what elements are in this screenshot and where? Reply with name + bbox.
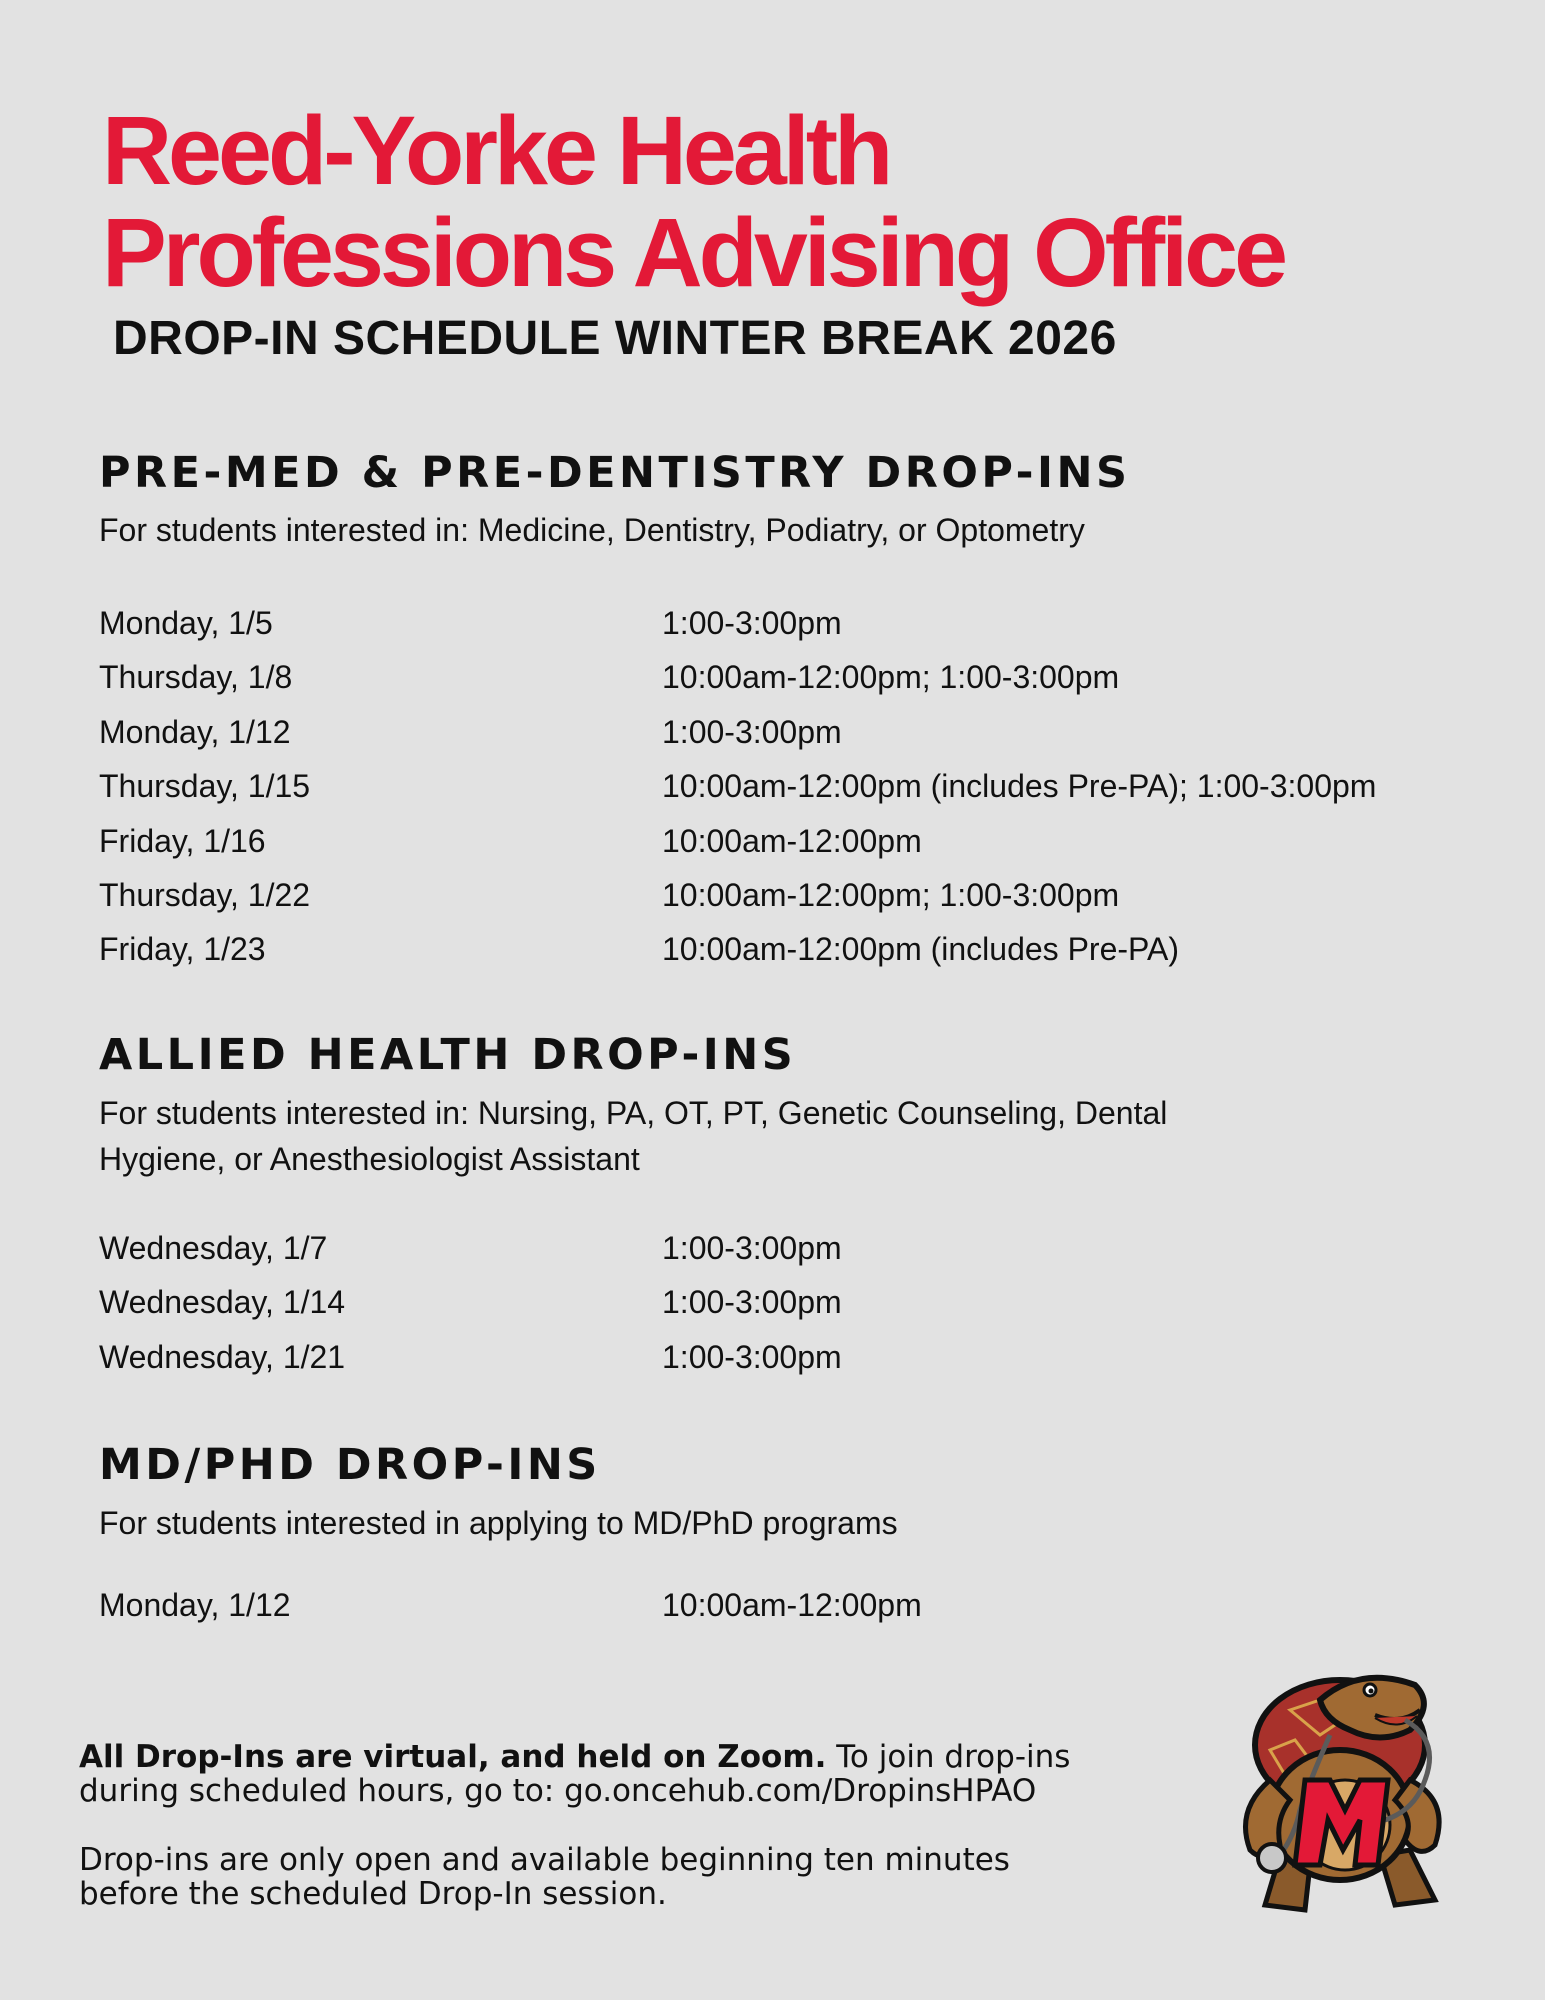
- schedule-row: [99, 868, 1499, 922]
- section-heading-premed: PRE-MED & PRE-DENTISTRY DROP-INS: [99, 448, 1131, 498]
- schedule-time: 1:00-3:00pm: [662, 1338, 842, 1375]
- zoom-link-text: during scheduled hours, go to: go.oncehub.com/DropinsHPAO: [79, 1773, 1037, 1809]
- schedule-day: Thursday, 1/22: [99, 876, 311, 913]
- schedule-allied-health: [99, 1221, 1499, 1384]
- section-heading-md-phd: MD/PHD DROP-INS: [99, 1440, 601, 1490]
- section-description-allied-health: [99, 1090, 1167, 1182]
- schedule-day: Monday, 1/12: [99, 713, 291, 750]
- zoom-info-bold: All Drop-Ins are virtual, and held on Zoom.: [79, 1739, 827, 1775]
- schedule-time: 1:00-3:00pm: [662, 605, 842, 641]
- note-line: before the scheduled Drop-In session.: [79, 1876, 667, 1912]
- section-description-md-phd: For students interested in applying to MD/PhD programs: [99, 1505, 898, 1541]
- zoom-info-text: To join drop-ins: [826, 1739, 1071, 1775]
- schedule-day: Monday, 1/5: [99, 605, 273, 641]
- schedule-row: [99, 922, 1499, 976]
- zoom-info: [79, 1740, 1139, 1808]
- schedule-subtitle: DROP-IN SCHEDULE WINTER BREAK 2026: [113, 312, 1117, 365]
- schedule-day: Wednesday, 1/21: [99, 1338, 346, 1375]
- schedule-time: 1:00-3:00pm: [662, 1230, 842, 1266]
- schedule-time: 1:00-3:00pm: [662, 1284, 842, 1321]
- schedule-row: [99, 814, 1499, 868]
- schedule-md-phd: [99, 1578, 1499, 1632]
- description-line: Hygiene, or Anesthesiologist Assistant: [99, 1141, 640, 1177]
- schedule-row: [99, 1578, 1499, 1632]
- title-line-1: Reed-Yorke Health: [102, 96, 890, 205]
- schedule-day: Wednesday, 1/7: [99, 1230, 328, 1266]
- schedule-day: Friday, 1/16: [99, 822, 266, 859]
- note-line: Drop-ins are only open and available beginning ten minutes: [79, 1842, 1010, 1878]
- schedule-day: Friday, 1/23: [99, 931, 266, 968]
- schedule-time: 10:00am-12:00pm (includes Pre-PA); 1:00-3:00pm: [662, 768, 1377, 805]
- schedule-day: Thursday, 1/15: [99, 768, 311, 805]
- availability-note: [79, 1843, 1139, 1911]
- schedule-premed: [99, 596, 1499, 977]
- schedule-time: 10:00am-12:00pm (includes Pre-PA): [662, 931, 1179, 968]
- schedule-time: 1:00-3:00pm: [662, 713, 842, 750]
- schedule-row: [99, 1275, 1499, 1329]
- schedule-row: [99, 1330, 1499, 1384]
- schedule-time: 10:00am-12:00pm: [662, 822, 922, 859]
- schedule-day: Monday, 1/12: [99, 1587, 291, 1623]
- schedule-time: 10:00am-12:00pm; 1:00-3:00pm: [662, 659, 1120, 696]
- schedule-row: [99, 1221, 1499, 1275]
- schedule-row: [99, 596, 1499, 650]
- schedule-day: Thursday, 1/8: [99, 659, 293, 696]
- description-line: For students interested in: Nursing, PA, OT, PT, Genetic Counseling, Dental: [99, 1095, 1168, 1131]
- schedule-row: [99, 759, 1499, 813]
- schedule-row: [99, 650, 1499, 704]
- schedule-time: 10:00am-12:00pm; 1:00-3:00pm: [662, 876, 1120, 913]
- section-heading-allied-health: ALLIED HEALTH DROP-INS: [99, 1030, 797, 1080]
- terrapin-mascot-icon: [1210, 1660, 1470, 1920]
- title-line-2: Professions Advising Office: [102, 198, 1285, 307]
- schedule-row: [99, 705, 1499, 759]
- page-title: [102, 96, 1285, 307]
- schedule-time: 10:00am-12:00pm: [662, 1587, 922, 1623]
- section-description-premed: For students interested in: Medicine, Dentistry, Podiatry, or Optometry: [99, 512, 1085, 548]
- schedule-day: Wednesday, 1/14: [99, 1284, 346, 1321]
